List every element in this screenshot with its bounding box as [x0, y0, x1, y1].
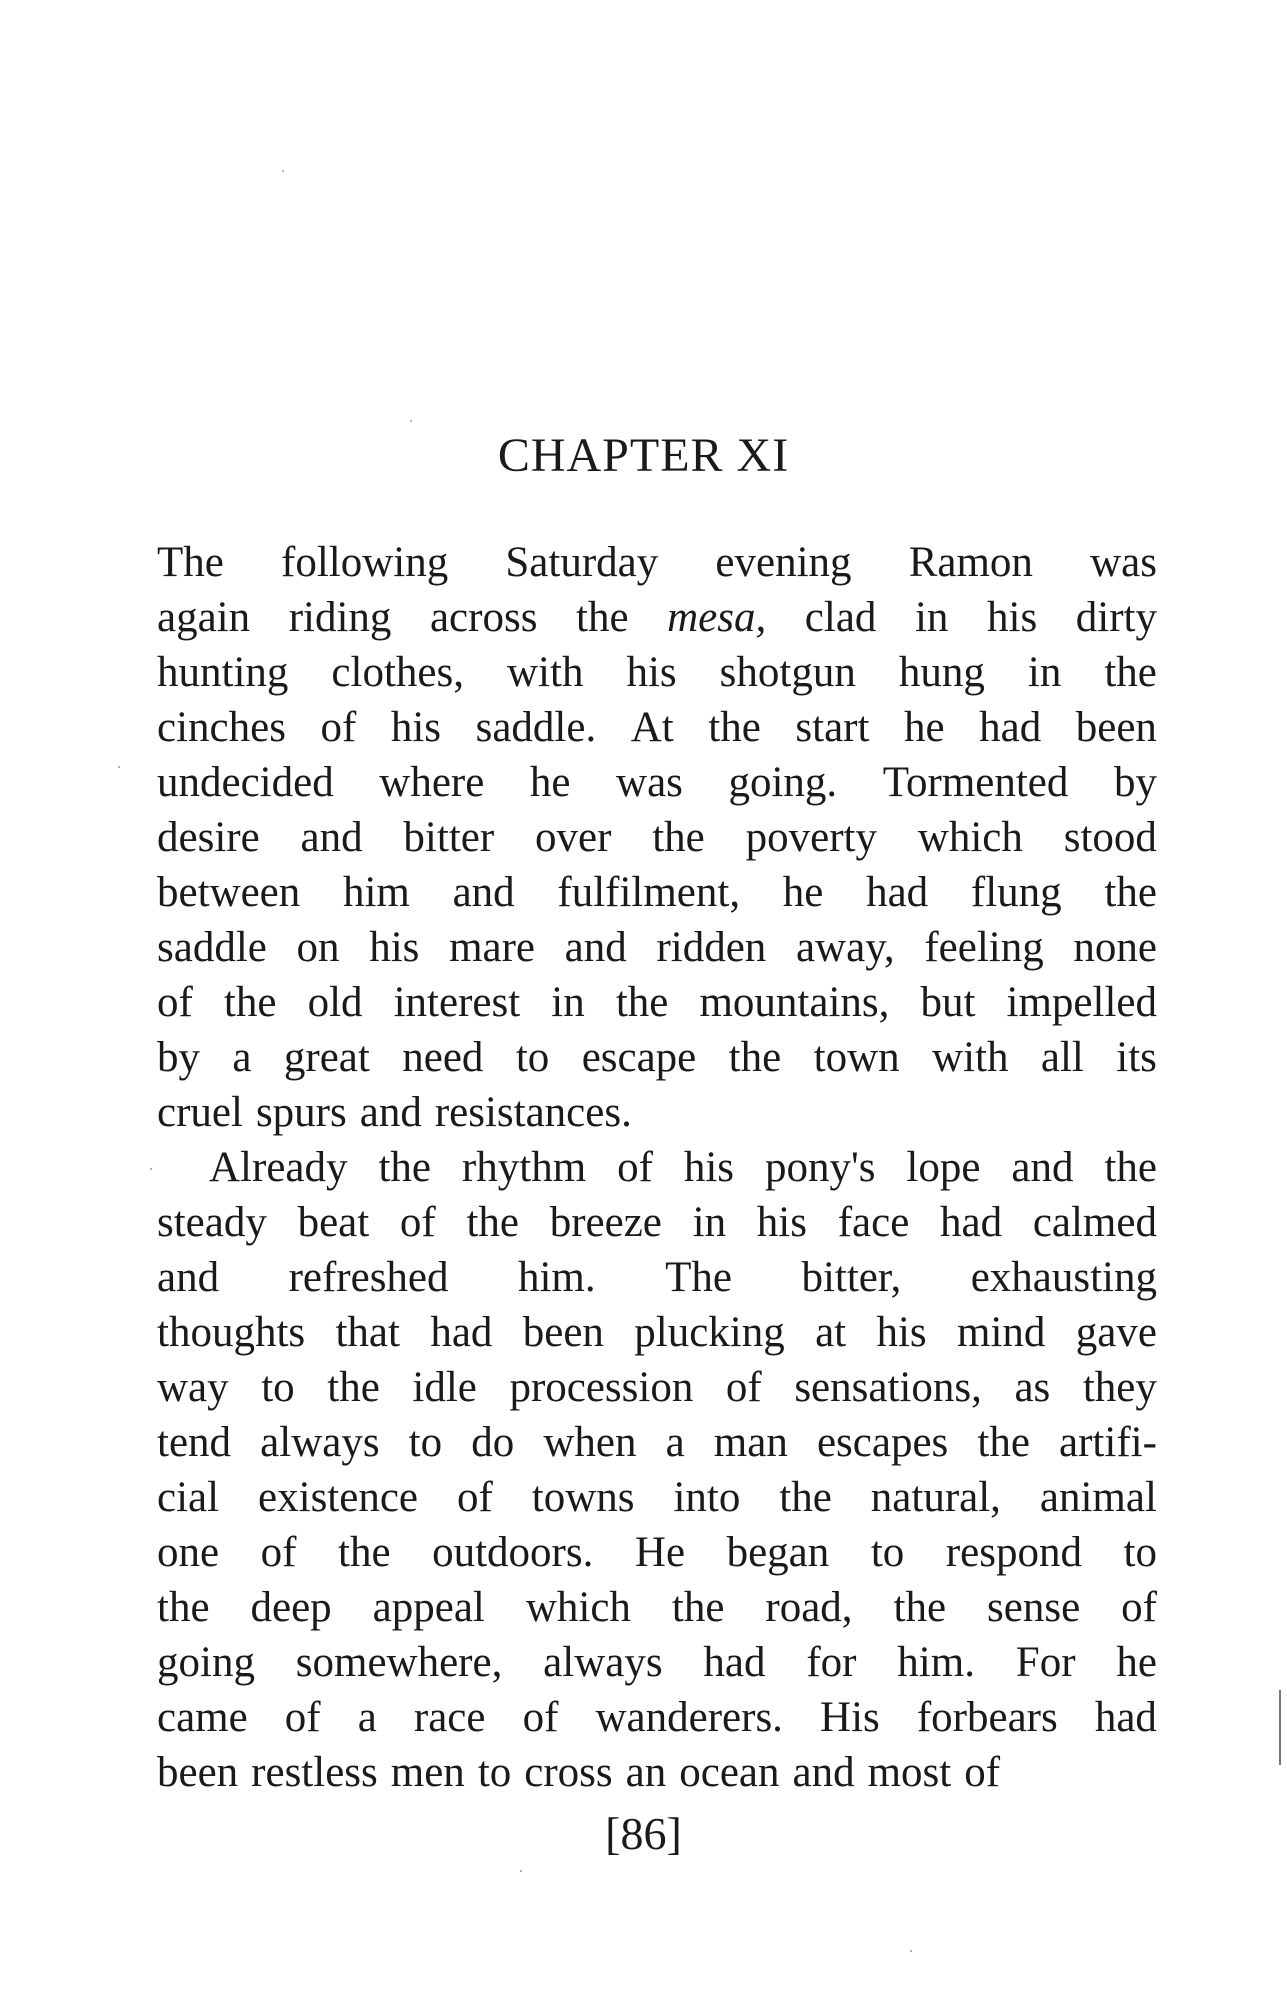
word: restless — [251, 1749, 378, 1796]
text-line — [157, 865, 1157, 920]
word: cinches — [157, 704, 286, 751]
word: and — [792, 1749, 855, 1796]
word: the — [728, 1034, 782, 1081]
text-line — [157, 1635, 1157, 1690]
word: of — [456, 1474, 493, 1521]
word: and — [1011, 1144, 1074, 1191]
word: he — [1116, 1639, 1157, 1686]
word: his — [987, 594, 1038, 641]
word: of — [725, 1364, 762, 1411]
word: had — [430, 1309, 493, 1356]
text-line — [157, 1305, 1157, 1360]
word: the — [466, 1199, 520, 1246]
word: had — [703, 1639, 766, 1686]
word: the — [652, 814, 705, 861]
word: saddle — [157, 924, 267, 971]
word: natural, — [870, 1474, 1001, 1521]
word: lope — [906, 1144, 981, 1191]
word: idle — [412, 1364, 477, 1411]
word: face — [837, 1199, 910, 1246]
word: a — [232, 1034, 252, 1081]
word: The — [157, 539, 224, 586]
word: procession — [509, 1364, 694, 1411]
text-line — [157, 645, 1157, 700]
text-line — [157, 1470, 1157, 1525]
text-line — [157, 535, 1157, 590]
word: need — [402, 1034, 484, 1081]
word: the — [378, 1144, 431, 1191]
word: rhythm — [461, 1144, 587, 1191]
word: one — [157, 1529, 220, 1576]
word: hunting — [157, 649, 289, 696]
word: they — [1082, 1364, 1157, 1411]
word: him. — [897, 1639, 975, 1686]
word: He — [634, 1529, 686, 1576]
word: by — [157, 1034, 200, 1081]
word: towns — [531, 1474, 635, 1521]
word: forbears — [916, 1694, 1058, 1741]
word: been — [1075, 704, 1157, 751]
word: on — [296, 924, 340, 971]
word: a — [665, 1419, 685, 1466]
word: was — [616, 759, 683, 806]
word: he — [903, 704, 945, 751]
word: sensations, — [794, 1364, 982, 1411]
word: to — [515, 1034, 550, 1081]
word: the — [708, 704, 761, 751]
word: do — [471, 1419, 515, 1466]
word: him — [342, 869, 410, 916]
word: for — [806, 1639, 857, 1686]
word: shotgun — [719, 649, 856, 696]
text-line — [157, 1195, 1157, 1250]
word: to — [408, 1419, 443, 1466]
text-line — [157, 1140, 1157, 1195]
word: animal — [1039, 1474, 1157, 1521]
word: start — [795, 704, 870, 751]
word: mountains, — [699, 979, 890, 1026]
word: exhausting — [970, 1254, 1157, 1301]
word: dirty — [1075, 594, 1157, 641]
word: evening — [715, 539, 852, 586]
word: the — [977, 1419, 1030, 1466]
text-line — [157, 1525, 1157, 1580]
word: impelled — [1006, 979, 1157, 1026]
word: its — [1116, 1034, 1157, 1081]
word: cial — [157, 1474, 220, 1521]
word: mind — [957, 1309, 1046, 1356]
word: of — [617, 1144, 653, 1191]
word: his — [756, 1199, 807, 1246]
word: his — [876, 1309, 927, 1356]
word: man — [713, 1419, 788, 1466]
text-line — [157, 810, 1157, 865]
word: he — [782, 869, 824, 916]
word: the — [779, 1474, 832, 1521]
word: steady — [157, 1199, 267, 1246]
word: the — [1104, 869, 1157, 916]
word: but — [920, 979, 976, 1026]
word: had — [979, 704, 1042, 751]
word: at — [815, 1309, 847, 1356]
word: with — [932, 1034, 1009, 1081]
text-line — [157, 700, 1157, 755]
word: and — [564, 924, 627, 971]
word: to — [477, 1749, 512, 1796]
word: that — [335, 1309, 400, 1356]
word: wanderers. — [595, 1694, 783, 1741]
word: the — [893, 1584, 947, 1631]
word: the — [1104, 1144, 1157, 1191]
word: flung — [970, 869, 1062, 916]
word: sense — [987, 1584, 1081, 1631]
word: of — [284, 1694, 321, 1741]
word: At — [630, 704, 674, 751]
text-line — [157, 1030, 1157, 1085]
word: all — [1040, 1034, 1084, 1081]
word: of — [522, 1694, 559, 1741]
text-line — [157, 755, 1157, 810]
word: interest — [393, 979, 521, 1026]
page-edge-mark — [1279, 1690, 1281, 1765]
word: gave — [1075, 1309, 1157, 1356]
text-line — [157, 920, 1157, 975]
word: refreshed — [288, 1254, 449, 1301]
word: had — [866, 869, 929, 916]
word: and — [359, 1089, 422, 1136]
word: clad — [804, 594, 877, 641]
word: always — [260, 1419, 380, 1466]
word: hung — [898, 649, 985, 696]
word: bitter, — [801, 1254, 902, 1301]
word: the — [615, 979, 669, 1026]
text-line — [157, 1580, 1157, 1635]
word: deep — [250, 1584, 332, 1631]
word: of — [1121, 1584, 1157, 1631]
page-number: [86] — [605, 1808, 682, 1859]
word: calmed — [1032, 1199, 1157, 1246]
word: stood — [1063, 814, 1157, 861]
word: tend — [157, 1419, 232, 1466]
word: cross — [524, 1749, 613, 1796]
word: the — [1104, 649, 1157, 696]
word: pony's — [764, 1144, 876, 1191]
paper-speck — [118, 766, 120, 768]
text-line — [157, 975, 1157, 1030]
word: in — [692, 1199, 727, 1246]
paper-speck — [282, 170, 284, 172]
word: an — [625, 1749, 667, 1796]
word: thoughts — [157, 1309, 306, 1356]
word: had — [1094, 1694, 1157, 1741]
word: him. — [517, 1254, 596, 1301]
word: clothes, — [331, 649, 464, 696]
word: existence — [258, 1474, 419, 1521]
word: and — [452, 869, 515, 916]
word: riding — [288, 594, 392, 641]
word: which — [525, 1584, 631, 1631]
word: always — [543, 1639, 663, 1686]
word: resistances. — [434, 1089, 632, 1136]
chapter-title: CHAPTER XI — [497, 429, 790, 482]
word: escape — [581, 1034, 697, 1081]
word: across — [429, 594, 538, 641]
word: had — [940, 1199, 1003, 1246]
word: been — [522, 1309, 604, 1356]
word: somewhere, — [295, 1639, 503, 1686]
word: Ramon — [908, 539, 1033, 586]
word: escapes — [816, 1419, 949, 1466]
text-line — [157, 1415, 1157, 1470]
word: outdoors. — [432, 1529, 594, 1576]
word: His — [820, 1694, 880, 1741]
word: in — [551, 979, 585, 1026]
paper-speck — [150, 1168, 152, 1170]
word: ocean — [679, 1749, 780, 1796]
word: spurs — [255, 1089, 347, 1136]
word: was — [1090, 539, 1157, 586]
text-line — [157, 1690, 1157, 1745]
word: town — [813, 1034, 900, 1081]
word: race — [413, 1694, 486, 1741]
word: artifi- — [1059, 1419, 1157, 1466]
word: going. — [728, 759, 838, 806]
word: appeal — [372, 1584, 485, 1631]
word: the — [671, 1584, 725, 1631]
word: breeze — [549, 1199, 662, 1246]
word: in — [914, 594, 949, 641]
word: road, — [765, 1584, 853, 1631]
word: the — [576, 594, 629, 641]
word: the — [223, 979, 277, 1026]
word: poverty — [745, 814, 877, 861]
word: to — [870, 1529, 905, 1576]
word: to — [1123, 1529, 1157, 1576]
word: way — [157, 1364, 229, 1411]
word: he — [529, 759, 571, 806]
word: respond — [945, 1529, 1082, 1576]
word: feeling — [924, 924, 1044, 971]
word: plucking — [634, 1309, 785, 1356]
paper-speck — [520, 1870, 522, 1872]
word: mare — [449, 924, 535, 971]
word: by — [1113, 759, 1157, 806]
word: beat — [297, 1199, 370, 1246]
word: came — [157, 1694, 248, 1741]
word: and — [300, 814, 363, 861]
word: none — [1073, 924, 1157, 971]
word: of — [157, 979, 193, 1026]
word: The — [665, 1254, 732, 1301]
word: into — [673, 1474, 741, 1521]
word: mesa, — [667, 594, 767, 641]
word: of — [320, 704, 357, 751]
text-line — [157, 590, 1157, 645]
word: began — [726, 1529, 830, 1576]
word: For — [1015, 1639, 1076, 1686]
word: the — [157, 1584, 210, 1631]
word: the — [327, 1364, 380, 1411]
word: following — [281, 539, 449, 586]
word: fulfilment, — [557, 869, 741, 916]
word: undecided — [157, 759, 334, 806]
word: between — [157, 869, 301, 916]
word: of — [964, 1749, 1001, 1796]
word: in — [1027, 649, 1062, 696]
word: his — [683, 1144, 735, 1191]
word: and — [157, 1254, 220, 1301]
word: saddle. — [475, 704, 597, 751]
word: going — [157, 1639, 255, 1686]
word: the — [338, 1529, 391, 1576]
body-text — [157, 535, 1157, 1800]
word: old — [307, 979, 363, 1026]
word: again — [157, 594, 251, 641]
text-line — [157, 1360, 1157, 1415]
text-line — [157, 1085, 1157, 1140]
word: great — [283, 1034, 370, 1081]
word: to — [261, 1364, 295, 1411]
word: away, — [795, 924, 895, 971]
word: of — [260, 1529, 297, 1576]
text-line — [157, 1745, 1157, 1800]
word: Saturday — [505, 539, 659, 586]
word: men — [390, 1749, 465, 1796]
word: his — [390, 704, 442, 751]
word: with — [507, 649, 584, 696]
word: over — [535, 814, 612, 861]
word: been — [157, 1749, 239, 1796]
word: where — [379, 759, 485, 806]
text-line — [157, 1250, 1157, 1305]
paper-speck — [410, 420, 412, 422]
paper-speck — [910, 1950, 912, 1952]
word: cruel — [157, 1089, 243, 1136]
word: Already — [209, 1144, 348, 1191]
word: as — [1014, 1364, 1051, 1411]
word: Tormented — [882, 759, 1069, 806]
word: when — [543, 1419, 637, 1466]
word: most — [867, 1749, 952, 1796]
word: bitter — [403, 814, 495, 861]
word: of — [399, 1199, 436, 1246]
word: desire — [157, 814, 260, 861]
word: which — [917, 814, 1023, 861]
word: his — [369, 924, 420, 971]
word: his — [626, 649, 677, 696]
word: ridden — [656, 924, 767, 971]
word: a — [357, 1694, 377, 1741]
